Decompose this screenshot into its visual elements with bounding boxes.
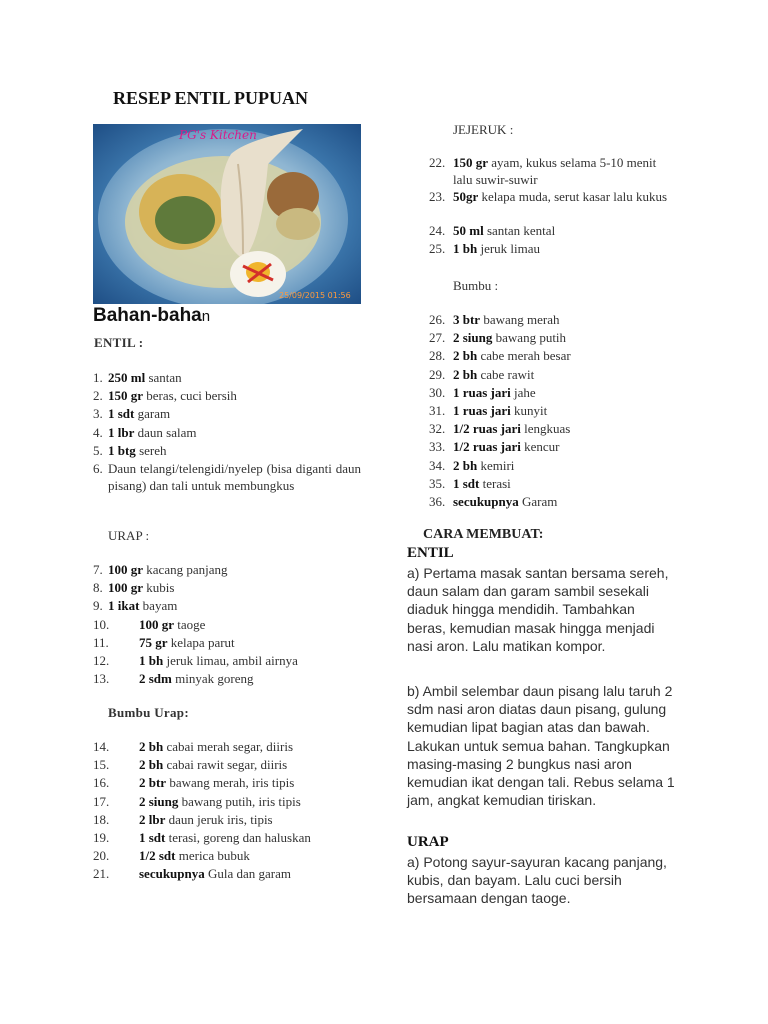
list-item: 28. 2 bh cabe merah besar — [429, 348, 571, 364]
list-item: 25. 1 bh jeruk limau — [429, 241, 541, 257]
list-item: 23. 50gr kelapa muda, serut kasar lalu kukus — [429, 189, 668, 204]
list-item: 18. 2 lbr daun jeruk iris, tipis — [93, 811, 273, 827]
list-item: 27. 2 siung bawang putih — [429, 330, 567, 346]
entil-heading: ENTIL : — [94, 335, 144, 350]
list-item: 7. 100 gr kacang panjang — [93, 562, 228, 577]
list-item: 34. 2 bh kemiri — [429, 457, 515, 473]
method-entil-heading: ENTIL — [407, 545, 454, 561]
list-item: 20. 1/2 sdt merica bubuk — [93, 848, 250, 864]
list-item: 29. 2 bh cabe rawit — [429, 366, 535, 382]
urap-list — [93, 561, 361, 688]
method-heading: CARA MEMBUAT: — [423, 527, 544, 542]
bumbu-urap-list — [93, 738, 361, 884]
entil-list — [93, 369, 361, 494]
method-entil-step-a: a) Pertama masak santan bersama sereh, daun salam dan garam sambil sesekali diaduk hingga mendidih. Tambahkan beras, kemudian masak hingga menjadi nasi aron. Lalu matikan kompor. — [407, 565, 669, 654]
list-item: 32. 1/2 ruas jari lengkuas — [429, 421, 571, 437]
list-item: 26. 3 btr bawang merah — [429, 312, 560, 327]
list-item: 4. 1 lbr daun salam — [93, 424, 197, 440]
jejeruk-list — [429, 154, 679, 258]
list-item: 6. Daun telangi/telengidi/nyelep (bisa diganti daun pisang) dan tali untuk membungkus — [93, 460, 361, 493]
list-item: 5. 1 btg sereh — [93, 442, 167, 458]
bumbu-urap-heading: Bumbu Urap: — [108, 705, 189, 720]
list-item: 12. 1 bh jeruk limau, ambil airnya — [93, 652, 298, 668]
dish-photo — [93, 124, 361, 304]
bumbu-list — [429, 311, 679, 511]
list-item: 24. 50 ml santan kental — [429, 223, 556, 238]
ingredients-heading-main: Bahan-baha — [93, 305, 202, 326]
list-item: 8. 100 gr kubis — [93, 580, 175, 596]
page-title: RESEP ENTIL PUPUAN — [113, 88, 309, 108]
list-item: 35. 1 sdt terasi — [429, 475, 511, 491]
list-item: 16. 2 btr bawang merah, iris tipis — [93, 775, 295, 791]
method-urap-heading: URAP — [407, 834, 449, 850]
photo-watermark: PG's Kitchen — [179, 128, 257, 142]
list-item: 2. 150 gr beras, cuci bersih — [93, 388, 237, 404]
list-item: 3. 1 sdt garam — [93, 406, 171, 422]
list-item: 10. 100 gr taoge — [93, 616, 206, 632]
ingredients-heading — [93, 305, 210, 327]
list-item: 19. 1 sdt terasi, goreng dan haluskan — [93, 829, 311, 845]
list-item: 17. 2 siung bawang putih, iris tipis — [93, 793, 301, 809]
list-item: 14. 2 bh cabai merah segar, diiris — [93, 739, 294, 754]
method-entil-step-b: b) Ambil selembar daun pisang lalu taruh 2 sdm nasi aron diatas daun pisang, gulung kemudian lipat bagian atas dan bawah. Lakukan untuk semua bahan. Tangkupkan masing-masing 2 bungkus nasi aron kemudian ikat dengan tali. Rebus selama 1 jam, angkat kemudian tiriskan. — [407, 683, 675, 809]
list-item: 1. 250 ml santan — [93, 370, 182, 385]
list-item: 9. 1 ikat bayam — [93, 598, 178, 614]
list-item: 21. secukupnya Gula dan garam — [93, 866, 292, 882]
ingredients-heading-tail: n — [201, 308, 211, 325]
list-item: 30. 1 ruas jari jahe — [429, 384, 536, 400]
method-urap-step-a: a) Potong sayur-sayuran kacang panjang, kubis, dan bayam. Lalu cuci bersih bersamaan dengan taoge. — [407, 854, 667, 907]
list-item: 31. 1 ruas jari kunyit — [429, 402, 548, 418]
list-item: 13. 2 sdm minyak goreng — [93, 671, 254, 687]
list-item: 15. 2 bh cabai rawit segar, diiris — [93, 757, 288, 773]
list-item: 22. 150 gr ayam, kukus selama 5-10 menit lalu suwir-suwir — [429, 155, 657, 187]
urap-heading: URAP : — [108, 528, 150, 543]
photo-timestamp: 25/09/2015 01:56 — [279, 291, 351, 300]
list-item: 33. 1/2 ruas jari kencur — [429, 439, 560, 455]
list-item: 11. 75 gr kelapa parut — [93, 634, 235, 650]
bumbu-heading: Bumbu : — [453, 278, 499, 293]
list-item: 36. secukupnya Garam — [429, 493, 558, 509]
jejeruk-heading: JEJERUK : — [453, 122, 514, 137]
